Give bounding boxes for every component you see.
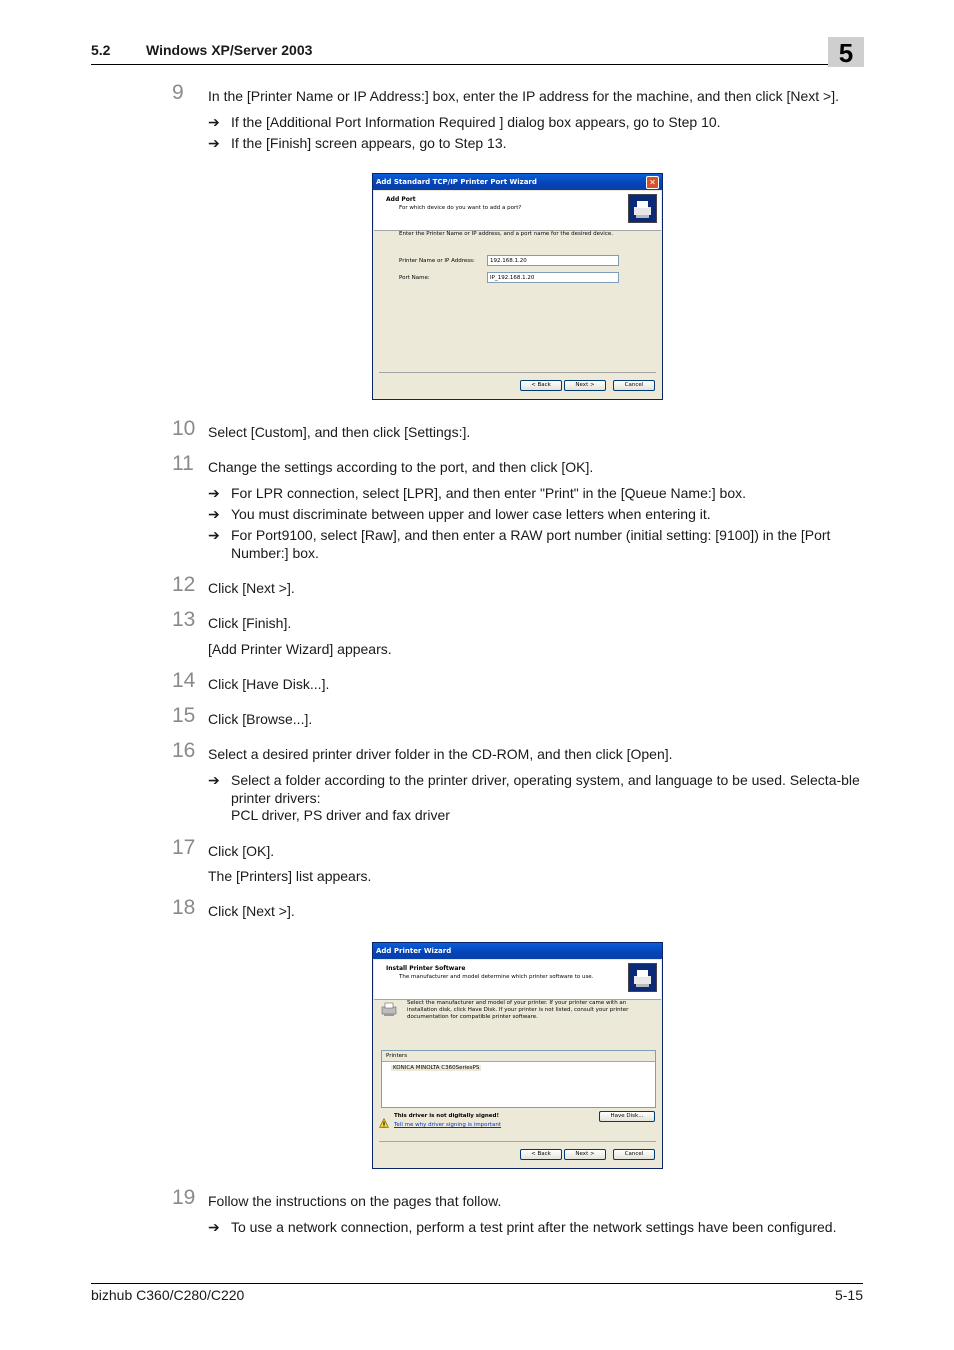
step-text: In the [Printer Name or IP Address:] box, enter the IP address for the machine, and then click [Next >]. xyxy=(208,88,839,104)
dialog-header-title: Add Port xyxy=(386,196,416,203)
sub-step-text: To use a network connection, perform a test print after the network settings have been configured. xyxy=(231,1219,837,1235)
sub-step-text: Select a folder according to the printer driver, operating system, and language to be used. Selecta-ble printer drivers: xyxy=(231,772,860,806)
next-button[interactable]: Next > xyxy=(564,1149,606,1160)
dialog-separator xyxy=(379,1141,656,1142)
cancel-button[interactable]: Cancel xyxy=(613,1149,655,1160)
step-number: 13 xyxy=(172,608,196,631)
step-note: [Add Printer Wizard] appears. xyxy=(208,641,392,657)
step-number: 9 xyxy=(172,81,184,104)
step-text: Click [Browse...]. xyxy=(208,711,313,727)
step-number: 16 xyxy=(172,739,196,762)
instruction-text: Select the manufacturer and model of your printer. If your printer came with an installation disk, click Have Disk. If your printer is not listed, consult your printer documentation for compatible printer software. xyxy=(407,1000,629,1020)
step-text: Click [Next >]. xyxy=(208,903,295,919)
chapter-number: 5 xyxy=(828,37,864,67)
step-number: 15 xyxy=(172,704,196,727)
step-number: 12 xyxy=(172,573,196,596)
port-wizard-dialog xyxy=(372,173,663,400)
dialog-header-subtitle: For which device do you want to add a port? xyxy=(399,205,522,211)
sub-step-text: For Port9100, select [Raw], and then enter a RAW port number (initial setting: [9100]) in the [Port Number:] box. xyxy=(231,527,831,561)
close-icon[interactable]: ✕ xyxy=(646,176,659,189)
back-button[interactable]: < Back xyxy=(520,380,562,391)
arrow-icon: ➔ xyxy=(208,527,220,543)
driver-signing-link[interactable]: Tell me why driver signing is important xyxy=(394,1122,501,1128)
printer-name-label: Printer Name or IP Address: xyxy=(399,258,475,264)
sub-step-text: For LPR connection, select [LPR], and then enter "Print" in the [Queue Name:] box. xyxy=(231,485,746,501)
dialog-separator xyxy=(379,372,656,373)
sub-step-text: If the [Additional Port Information Required ] dialog box appears, go to Step 10. xyxy=(231,114,721,130)
section-title: Windows XP/Server 2003 xyxy=(146,42,313,58)
printer-name-input[interactable]: 192.168.1.20 xyxy=(487,255,619,266)
arrow-icon: ➔ xyxy=(208,772,220,788)
cancel-button[interactable]: Cancel xyxy=(613,380,655,391)
page-number: 5-15 xyxy=(834,1287,863,1303)
section-number: 5.2 xyxy=(91,42,111,58)
dialog-title-bar: Add Standard TCP/IP Printer Port Wizard xyxy=(373,174,662,190)
sub-step-text: You must discriminate between upper and lower case letters when entering it. xyxy=(231,506,711,522)
list-header xyxy=(382,1051,655,1062)
dialog-header-subtitle: The manufacturer and model determine which printer software to use. xyxy=(399,974,594,980)
arrow-icon: ➔ xyxy=(208,506,220,522)
step-note: The [Printers] list appears. xyxy=(208,868,372,884)
port-name-label: Port Name: xyxy=(399,275,430,281)
step-text: Select a desired printer driver folder in the CD-ROM, and then click [Open]. xyxy=(208,746,673,762)
dialog-header xyxy=(374,960,661,1000)
step-text: Select [Custom], and then click [Settings:]. xyxy=(208,424,471,440)
instruction-text: Enter the Printer Name or IP address, and a port name for the desired device. xyxy=(399,231,613,237)
step-text: Click [Have Disk...]. xyxy=(208,676,330,692)
warning-icon xyxy=(379,1113,389,1123)
step-text: Click [Next >]. xyxy=(208,580,295,596)
dialog-header xyxy=(374,191,661,231)
arrow-icon: ➔ xyxy=(208,485,220,501)
header-rule xyxy=(91,64,863,65)
sub-step-extra: PCL driver, PS driver and fax driver xyxy=(231,807,450,823)
footer-rule xyxy=(91,1283,863,1284)
port-name-input[interactable]: IP_192.168.1.20 xyxy=(487,272,619,283)
arrow-icon: ➔ xyxy=(208,135,220,151)
list-header-label: Printers xyxy=(386,1053,408,1059)
step-number: 18 xyxy=(172,896,196,919)
step-text: Click [OK]. xyxy=(208,843,275,859)
step-text: Follow the instructions on the pages that follow. xyxy=(208,1193,502,1209)
back-button[interactable]: < Back xyxy=(520,1149,562,1160)
sub-step-text: If the [Finish] screen appears, go to Step 13. xyxy=(231,135,507,151)
have-disk-button[interactable]: Have Disk... xyxy=(599,1111,655,1122)
printer-install-icon xyxy=(628,963,657,992)
arrow-icon: ➔ xyxy=(208,1219,220,1235)
step-text: Change the settings according to the port, and then click [OK]. xyxy=(208,459,594,475)
product-name: bizhub C360/C280/C220 xyxy=(91,1287,245,1303)
printer-icon xyxy=(380,1000,398,1018)
step-number: 14 xyxy=(172,669,196,692)
arrow-icon: ➔ xyxy=(208,114,220,130)
step-number: 10 xyxy=(172,417,196,440)
step-number: 11 xyxy=(172,452,194,475)
list-item[interactable]: KONICA MINOLTA C360SeriesPS xyxy=(393,1065,480,1071)
step-number: 19 xyxy=(172,1186,196,1209)
printer-port-icon xyxy=(628,194,657,223)
step-text: Click [Finish]. xyxy=(208,615,292,631)
warning-text: This driver is not digitally signed! xyxy=(394,1113,499,1119)
dialog-header-title: Install Printer Software xyxy=(386,965,466,972)
next-button[interactable]: Next > xyxy=(564,380,606,391)
printers-list[interactable] xyxy=(381,1050,656,1108)
step-number: 17 xyxy=(172,836,196,859)
add-printer-wizard-dialog xyxy=(372,942,663,1169)
dialog-title-bar: Add Printer Wizard xyxy=(373,943,662,959)
